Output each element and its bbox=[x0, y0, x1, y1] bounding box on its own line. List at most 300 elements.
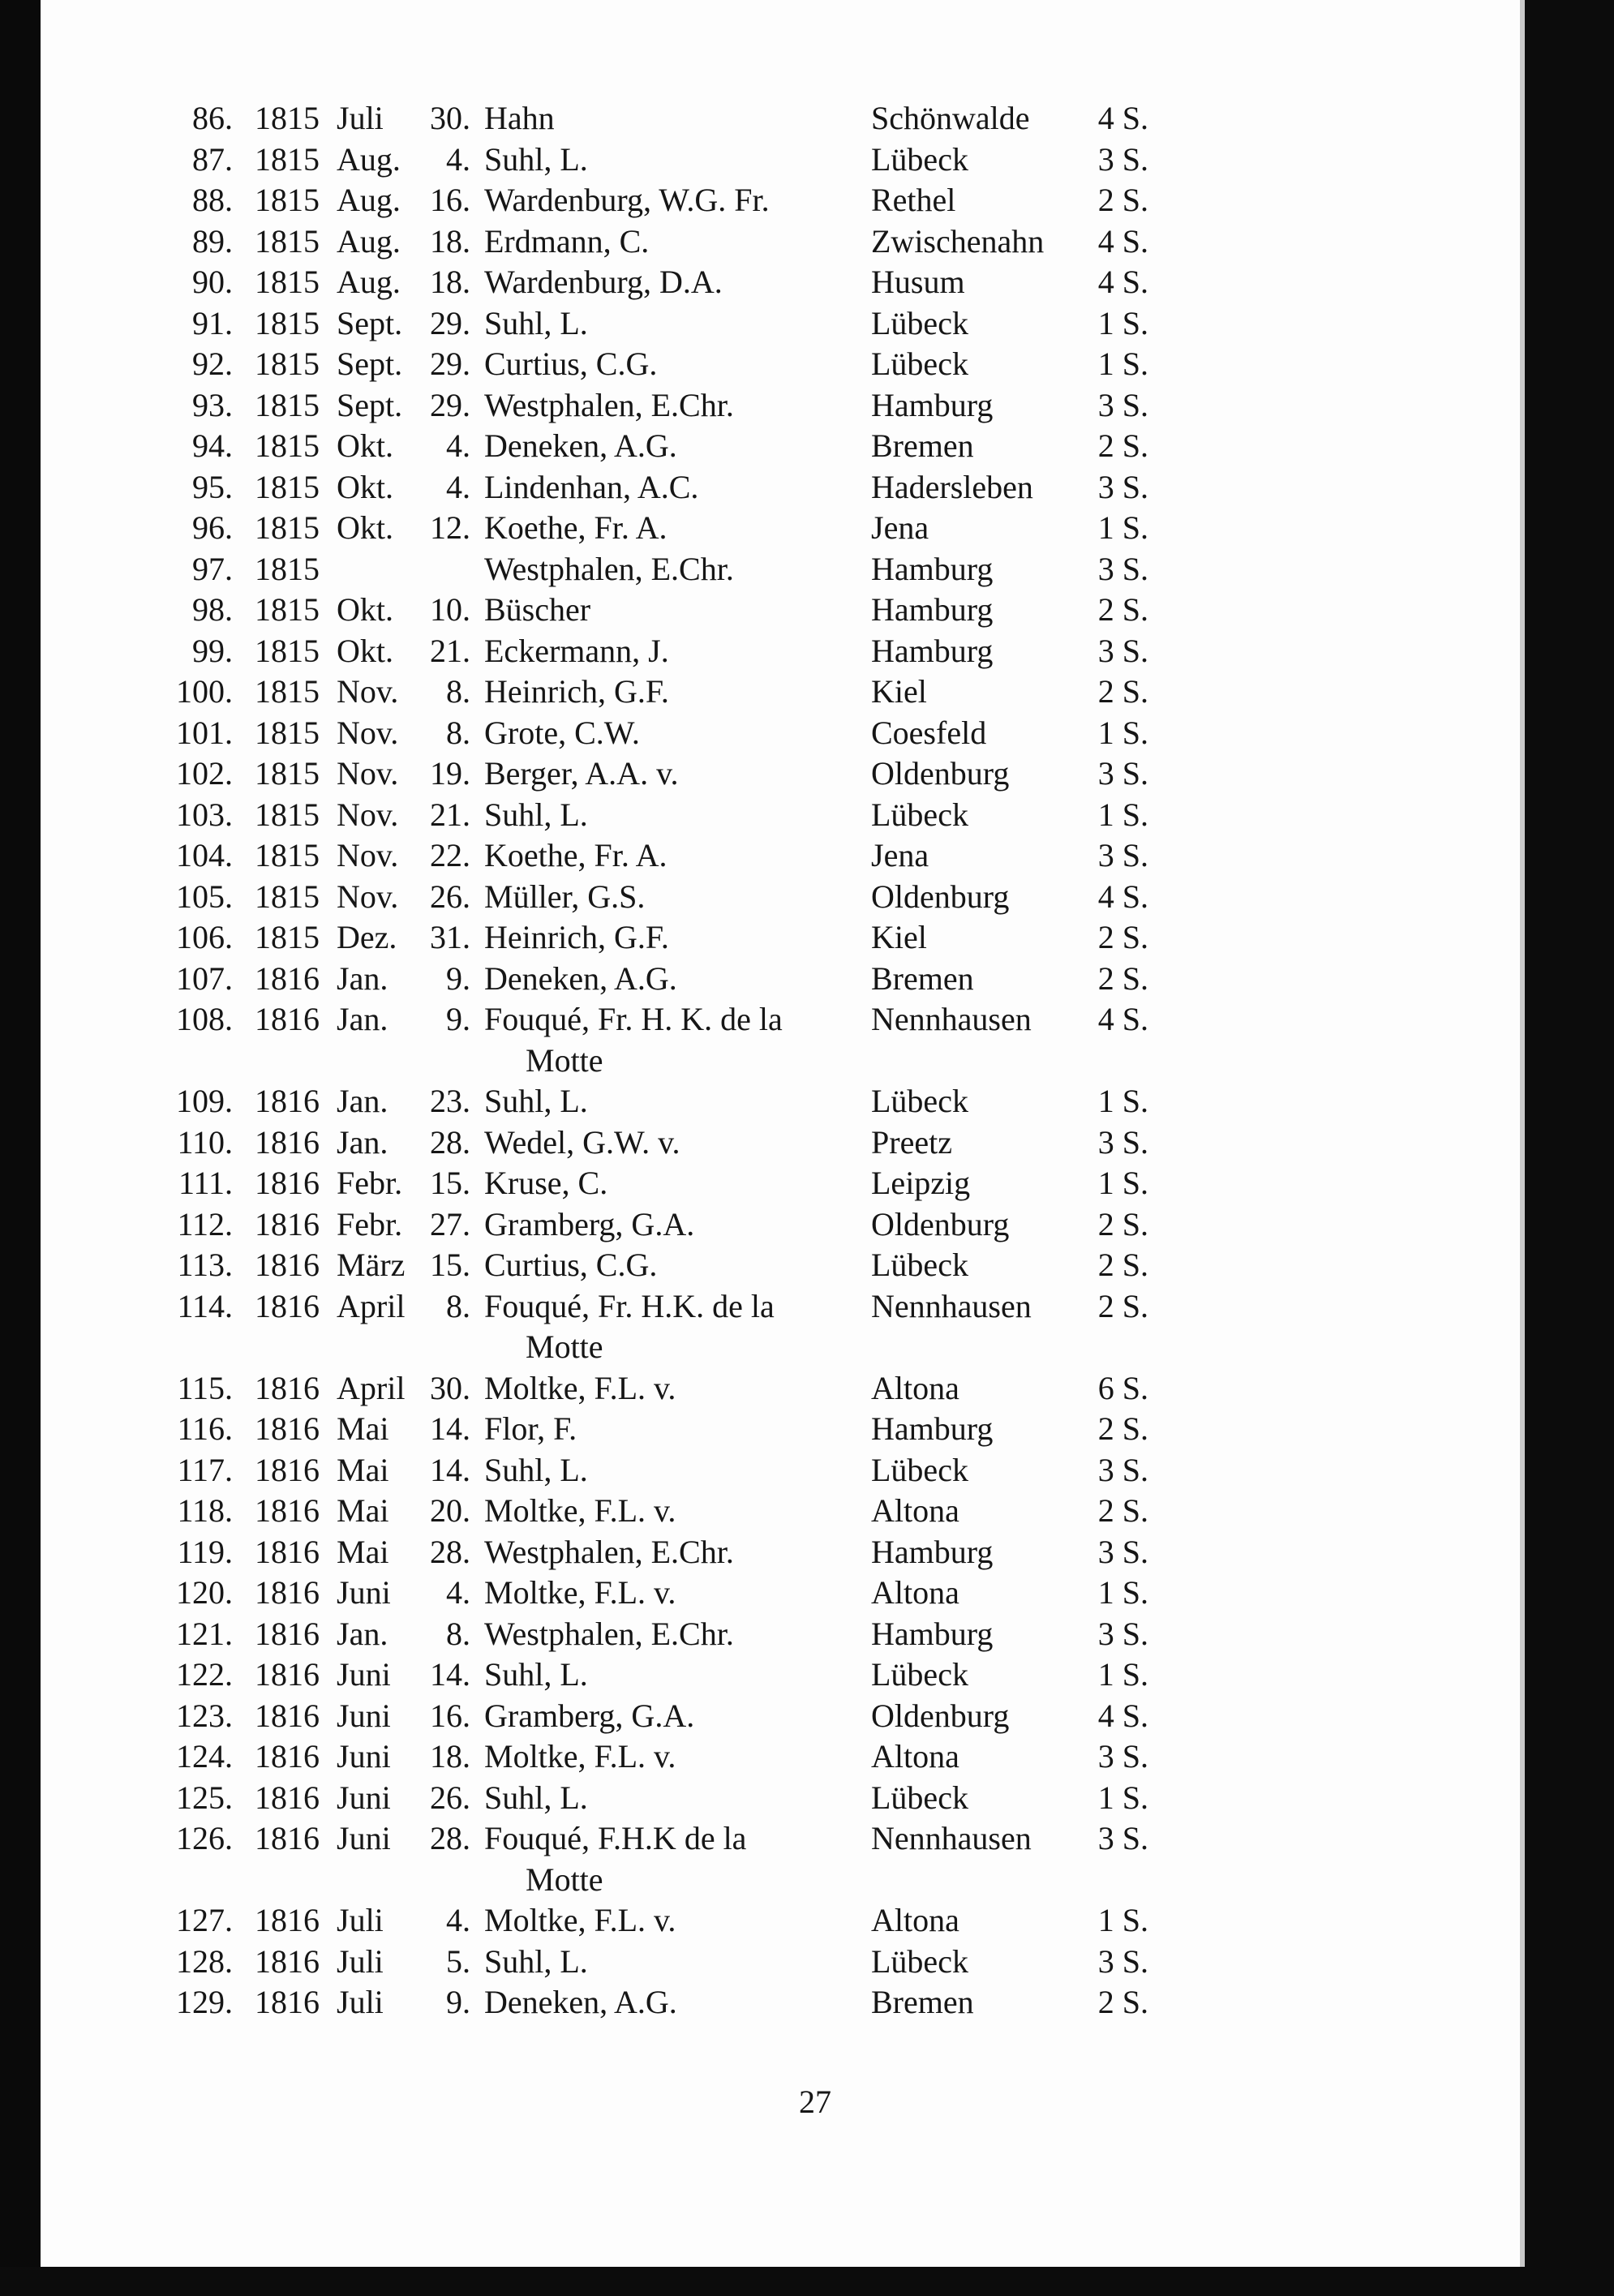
entry-day: 26. bbox=[430, 1779, 470, 1816]
entry-size: 1 S. bbox=[1097, 796, 1148, 833]
entry-num: 117. bbox=[177, 1452, 233, 1488]
entry-place: Hamburg bbox=[871, 591, 994, 628]
entry-place: Kiel bbox=[871, 673, 927, 710]
entry-day: 4. bbox=[446, 1902, 470, 1938]
list-item bbox=[0, 508, 1614, 548]
entry-name: Westphalen, E.Chr. bbox=[484, 551, 734, 587]
entry-num: 124. bbox=[176, 1738, 233, 1775]
entry-place: Nennhausen bbox=[871, 1820, 1032, 1856]
list-item bbox=[0, 1573, 1614, 1613]
entry-place: Lübeck bbox=[871, 796, 968, 833]
entry-year: 1816 bbox=[255, 1124, 320, 1161]
list-item bbox=[0, 877, 1614, 917]
entry-size: 3 S. bbox=[1097, 1452, 1148, 1488]
entry-year: 1816 bbox=[255, 1247, 320, 1283]
entry-place: Altona bbox=[871, 1370, 959, 1406]
entry-place: Oldenburg bbox=[871, 1206, 1010, 1242]
entry-year: 1815 bbox=[255, 796, 320, 833]
entry-name: Gramberg, G.A. bbox=[484, 1206, 695, 1242]
entry-num: 100. bbox=[176, 673, 233, 710]
entry-name: Eckermann, J. bbox=[484, 633, 669, 669]
entry-year: 1815 bbox=[255, 509, 320, 546]
entry-size: 2 S. bbox=[1097, 1247, 1148, 1283]
entry-month: Nov. bbox=[337, 755, 399, 792]
list-item bbox=[0, 221, 1614, 262]
entry-month: Okt. bbox=[337, 633, 393, 669]
list-item bbox=[0, 1450, 1614, 1491]
entry-year: 1815 bbox=[255, 427, 320, 464]
entry-place: Lübeck bbox=[871, 1452, 968, 1488]
entry-size: 2 S. bbox=[1097, 1984, 1148, 2020]
entry-place: Leipzig bbox=[871, 1165, 971, 1201]
entry-year: 1815 bbox=[255, 878, 320, 915]
entry-name: Kruse, C. bbox=[484, 1165, 608, 1201]
entry-month: Mai bbox=[337, 1452, 389, 1488]
entry-place: Hamburg bbox=[871, 551, 994, 587]
entry-num: 95. bbox=[192, 469, 233, 505]
entry-size: 1 S. bbox=[1097, 1083, 1148, 1119]
entry-year: 1815 bbox=[255, 345, 320, 382]
entry-size: 2 S. bbox=[1097, 591, 1148, 628]
entry-size: 4 S. bbox=[1097, 1001, 1148, 1037]
entry-size: 1 S. bbox=[1097, 1574, 1148, 1611]
entry-size: 3 S. bbox=[1097, 1738, 1148, 1775]
entry-size: 1 S. bbox=[1097, 1902, 1148, 1938]
list-item bbox=[0, 344, 1614, 384]
entry-place: Coesfeld bbox=[871, 715, 987, 751]
entry-name: Grote, C.W. bbox=[484, 715, 640, 751]
entry-day: 19. bbox=[430, 755, 470, 792]
entry-place: Schönwalde bbox=[871, 100, 1030, 136]
entry-month: Juni bbox=[337, 1574, 391, 1611]
entry-year: 1815 bbox=[255, 919, 320, 955]
list-item bbox=[0, 1204, 1614, 1245]
entry-month: Nov. bbox=[337, 715, 399, 751]
entry-size: 1 S. bbox=[1097, 1779, 1148, 1816]
entry-day: 29. bbox=[430, 305, 470, 341]
entry-day: 23. bbox=[430, 1083, 470, 1119]
entry-day: 10. bbox=[430, 591, 470, 628]
list-item bbox=[0, 917, 1614, 958]
entry-name: Moltke, F.L. v. bbox=[484, 1574, 676, 1611]
entry-size: 2 S. bbox=[1097, 1288, 1148, 1324]
entry-day: 4. bbox=[446, 141, 470, 178]
entry-place: Oldenburg bbox=[871, 755, 1010, 792]
entry-name: Heinrich, G.F. bbox=[484, 919, 669, 955]
entry-day: 9. bbox=[446, 1984, 470, 2020]
list-item bbox=[0, 303, 1614, 344]
entry-num: 91. bbox=[192, 305, 233, 341]
entry-num: 115. bbox=[177, 1370, 233, 1406]
entry-num: 112. bbox=[177, 1206, 233, 1242]
entry-num: 88. bbox=[192, 182, 233, 218]
list-item bbox=[0, 98, 1614, 139]
entry-month: Juni bbox=[337, 1779, 391, 1816]
list-item bbox=[0, 1982, 1614, 2023]
entry-num: 106. bbox=[176, 919, 233, 955]
list-item bbox=[0, 1368, 1614, 1409]
entry-num: 99. bbox=[192, 633, 233, 669]
entry-day: 9. bbox=[446, 960, 470, 997]
entry-size: 1 S. bbox=[1097, 715, 1148, 751]
list-item bbox=[0, 672, 1614, 712]
entry-size: 4 S. bbox=[1097, 1697, 1148, 1734]
entry-size: 4 S. bbox=[1097, 100, 1148, 136]
entry-num: 87. bbox=[192, 141, 233, 178]
list-item bbox=[0, 549, 1614, 590]
entry-size: 3 S. bbox=[1097, 1616, 1148, 1652]
entry-year: 1816 bbox=[255, 1410, 320, 1447]
entry-name: Fouqué, F.H.K de la bbox=[484, 1820, 747, 1856]
entry-day: 28. bbox=[430, 1534, 470, 1570]
entry-month: Nov. bbox=[337, 796, 399, 833]
entry-name-continuation: Motte bbox=[526, 1328, 603, 1365]
entry-year: 1815 bbox=[255, 715, 320, 751]
entry-size: 1 S. bbox=[1097, 1165, 1148, 1201]
entry-year: 1816 bbox=[255, 1820, 320, 1856]
entry-name: Westphalen, E.Chr. bbox=[484, 387, 734, 423]
entry-day: 18. bbox=[430, 223, 470, 260]
entry-place: Lübeck bbox=[871, 1083, 968, 1119]
entry-place: Bremen bbox=[871, 960, 974, 997]
entry-name: Suhl, L. bbox=[484, 1943, 588, 1980]
entry-month: Okt. bbox=[337, 509, 393, 546]
list-item bbox=[0, 385, 1614, 426]
entry-month: Juni bbox=[337, 1697, 391, 1734]
entry-year: 1816 bbox=[255, 1656, 320, 1693]
entry-name: Wardenburg, D.A. bbox=[484, 264, 723, 300]
entry-day: 14. bbox=[430, 1656, 470, 1693]
entry-num: 128. bbox=[176, 1943, 233, 1980]
entry-day: 30. bbox=[430, 1370, 470, 1406]
entry-year: 1816 bbox=[255, 1902, 320, 1938]
entry-place: Hamburg bbox=[871, 633, 994, 669]
entry-name: Deneken, A.G. bbox=[484, 1984, 677, 2020]
entry-size: 3 S. bbox=[1097, 633, 1148, 669]
entry-name: Wedel, G.W. v. bbox=[484, 1124, 680, 1161]
entry-place: Husum bbox=[871, 264, 965, 300]
entry-day: 14. bbox=[430, 1410, 470, 1447]
entry-year: 1816 bbox=[255, 1288, 320, 1324]
entry-size: 1 S. bbox=[1097, 305, 1148, 341]
entry-num: 93. bbox=[192, 387, 233, 423]
entry-month: Aug. bbox=[337, 264, 401, 300]
entry-day: 29. bbox=[430, 345, 470, 382]
entry-month: Juni bbox=[337, 1656, 391, 1693]
entry-year: 1815 bbox=[255, 264, 320, 300]
entry-num: 121. bbox=[176, 1616, 233, 1652]
list-item bbox=[0, 753, 1614, 794]
entry-month: Juni bbox=[337, 1738, 391, 1775]
entry-num: 126. bbox=[176, 1820, 233, 1856]
entry-num: 116. bbox=[177, 1410, 233, 1447]
entry-num: 122. bbox=[176, 1656, 233, 1693]
entry-name: Suhl, L. bbox=[484, 1779, 588, 1816]
list-item bbox=[0, 1736, 1614, 1777]
entry-year: 1815 bbox=[255, 141, 320, 178]
list-item bbox=[0, 959, 1614, 999]
entry-place: Lübeck bbox=[871, 1656, 968, 1693]
entry-name: Moltke, F.L. v. bbox=[484, 1370, 676, 1406]
entry-year: 1816 bbox=[255, 1001, 320, 1037]
entry-day: 31. bbox=[430, 919, 470, 955]
entry-year: 1815 bbox=[255, 469, 320, 505]
entry-year: 1816 bbox=[255, 1574, 320, 1611]
entry-size: 3 S. bbox=[1097, 1124, 1148, 1161]
entry-place: Altona bbox=[871, 1492, 959, 1529]
entry-num: 108. bbox=[176, 1001, 233, 1037]
entry-place: Bremen bbox=[871, 427, 974, 464]
list-item bbox=[0, 713, 1614, 753]
entry-size: 1 S. bbox=[1097, 509, 1148, 546]
entry-year: 1815 bbox=[255, 223, 320, 260]
entry-month: April bbox=[337, 1370, 406, 1406]
entry-num: 103. bbox=[176, 796, 233, 833]
entry-month: Okt. bbox=[337, 591, 393, 628]
list-item bbox=[0, 1696, 1614, 1736]
entry-day: 8. bbox=[446, 673, 470, 710]
entry-name: Deneken, A.G. bbox=[484, 427, 677, 464]
entry-name: Koethe, Fr. A. bbox=[484, 509, 667, 546]
entry-month: Mai bbox=[337, 1492, 389, 1529]
entry-month: Juni bbox=[337, 1820, 391, 1856]
entry-name: Suhl, L. bbox=[484, 305, 588, 341]
entry-name: Suhl, L. bbox=[484, 1656, 588, 1693]
entry-month: Jan. bbox=[337, 1124, 388, 1161]
entry-num: 118. bbox=[177, 1492, 233, 1529]
entry-place: Hamburg bbox=[871, 1410, 994, 1447]
list-item-continuation bbox=[0, 1041, 1614, 1081]
list-item bbox=[0, 262, 1614, 303]
entry-year: 1815 bbox=[255, 305, 320, 341]
entry-name: Flor, F. bbox=[484, 1410, 577, 1447]
list-item-continuation bbox=[0, 1860, 1614, 1900]
list-item bbox=[0, 1818, 1614, 1859]
entry-name: Westphalen, E.Chr. bbox=[484, 1616, 734, 1652]
entry-num: 123. bbox=[176, 1697, 233, 1734]
entry-name: Moltke, F.L. v. bbox=[484, 1738, 676, 1775]
entry-place: Altona bbox=[871, 1574, 959, 1611]
entry-year: 1816 bbox=[255, 1984, 320, 2020]
entry-place: Lübeck bbox=[871, 1779, 968, 1816]
entry-day: 4. bbox=[446, 427, 470, 464]
entry-day: 28. bbox=[430, 1124, 470, 1161]
entry-name: Hahn bbox=[484, 100, 555, 136]
entry-size: 2 S. bbox=[1097, 182, 1148, 218]
entry-size: 2 S. bbox=[1097, 1410, 1148, 1447]
entry-year: 1816 bbox=[255, 1779, 320, 1816]
entry-size: 3 S. bbox=[1097, 755, 1148, 792]
entry-place: Kiel bbox=[871, 919, 927, 955]
entry-size: 3 S. bbox=[1097, 141, 1148, 178]
entry-num: 107. bbox=[176, 960, 233, 997]
entry-year: 1816 bbox=[255, 1083, 320, 1119]
entry-name: Curtius, C.G. bbox=[484, 1247, 658, 1283]
entry-year: 1815 bbox=[255, 551, 320, 587]
entry-size: 4 S. bbox=[1097, 223, 1148, 260]
entry-num: 86. bbox=[192, 100, 233, 136]
entry-place: Lübeck bbox=[871, 141, 968, 178]
entry-year: 1816 bbox=[255, 1534, 320, 1570]
entry-year: 1816 bbox=[255, 1206, 320, 1242]
entry-name: Moltke, F.L. v. bbox=[484, 1902, 676, 1938]
entry-name: Gramberg, G.A. bbox=[484, 1697, 695, 1734]
list-item bbox=[0, 1409, 1614, 1449]
entry-place: Rethel bbox=[871, 182, 956, 218]
entry-month: Juli bbox=[337, 100, 384, 136]
entry-num: 120. bbox=[176, 1574, 233, 1611]
list-item bbox=[0, 180, 1614, 221]
entry-place: Oldenburg bbox=[871, 1697, 1010, 1734]
entry-num: 90. bbox=[192, 264, 233, 300]
list-item bbox=[0, 1942, 1614, 1982]
entry-year: 1815 bbox=[255, 837, 320, 873]
entry-year: 1816 bbox=[255, 1738, 320, 1775]
entry-name: Fouqué, Fr. H. K. de la bbox=[484, 1001, 783, 1037]
list-item bbox=[0, 1532, 1614, 1573]
entry-day: 30. bbox=[430, 100, 470, 136]
list-item bbox=[0, 631, 1614, 672]
entry-size: 3 S. bbox=[1097, 837, 1148, 873]
list-item bbox=[0, 1286, 1614, 1327]
entry-size: 1 S. bbox=[1097, 1656, 1148, 1693]
entry-place: Hamburg bbox=[871, 1534, 994, 1570]
list-item bbox=[0, 139, 1614, 180]
entry-year: 1815 bbox=[255, 387, 320, 423]
entry-num: 114. bbox=[177, 1288, 233, 1324]
entry-month: Aug. bbox=[337, 182, 401, 218]
list-item bbox=[0, 999, 1614, 1040]
entry-day: 18. bbox=[430, 264, 470, 300]
entry-month: Jan. bbox=[337, 1001, 388, 1037]
entry-name: Suhl, L. bbox=[484, 796, 588, 833]
entry-size: 6 S. bbox=[1097, 1370, 1148, 1406]
entry-name: Westphalen, E.Chr. bbox=[484, 1534, 734, 1570]
entry-month: Mai bbox=[337, 1410, 389, 1447]
list-item bbox=[0, 1654, 1614, 1695]
entry-day: 8. bbox=[446, 715, 470, 751]
entry-num: 125. bbox=[176, 1779, 233, 1816]
entry-place: Hadersleben bbox=[871, 469, 1033, 505]
entry-size: 3 S. bbox=[1097, 551, 1148, 587]
entry-num: 129. bbox=[176, 1984, 233, 2020]
entry-place: Zwischenahn bbox=[871, 223, 1045, 260]
entry-num: 94. bbox=[192, 427, 233, 464]
entry-place: Hamburg bbox=[871, 1616, 994, 1652]
entry-place: Jena bbox=[871, 509, 929, 546]
entry-place: Hamburg bbox=[871, 387, 994, 423]
list-item bbox=[0, 1491, 1614, 1531]
entry-num: 104. bbox=[176, 837, 233, 873]
list-item bbox=[0, 1081, 1614, 1122]
page-number: 27 bbox=[799, 2084, 831, 2120]
entry-day: 16. bbox=[430, 182, 470, 218]
entry-day: 18. bbox=[430, 1738, 470, 1775]
entry-num: 89. bbox=[192, 223, 233, 260]
entry-day: 8. bbox=[446, 1288, 470, 1324]
entry-num: 102. bbox=[176, 755, 233, 792]
entry-month: Sept. bbox=[337, 305, 403, 341]
entry-size: 2 S. bbox=[1097, 427, 1148, 464]
entry-name: Deneken, A.G. bbox=[484, 960, 677, 997]
entry-year: 1815 bbox=[255, 182, 320, 218]
entry-num: 96. bbox=[192, 509, 233, 546]
entry-month: Juli bbox=[337, 1902, 384, 1938]
entry-size: 3 S. bbox=[1097, 387, 1148, 423]
entry-day: 27. bbox=[430, 1206, 470, 1242]
entry-name: Suhl, L. bbox=[484, 141, 588, 178]
entry-name-continuation: Motte bbox=[526, 1861, 603, 1898]
entry-num: 113. bbox=[177, 1247, 233, 1283]
entry-name-continuation: Motte bbox=[526, 1042, 603, 1079]
entry-num: 98. bbox=[192, 591, 233, 628]
entry-day: 4. bbox=[446, 1574, 470, 1611]
entry-month: Nov. bbox=[337, 837, 399, 873]
entry-month: Nov. bbox=[337, 878, 399, 915]
entry-size: 4 S. bbox=[1097, 264, 1148, 300]
entry-name: Koethe, Fr. A. bbox=[484, 837, 667, 873]
entry-day: 16. bbox=[430, 1697, 470, 1734]
list-item bbox=[0, 795, 1614, 835]
entry-day: 15. bbox=[430, 1165, 470, 1201]
entry-year: 1816 bbox=[255, 1697, 320, 1734]
entry-month: Okt. bbox=[337, 469, 393, 505]
entry-num: 110. bbox=[177, 1124, 233, 1161]
entry-year: 1816 bbox=[255, 1943, 320, 1980]
entry-place: Lübeck bbox=[871, 345, 968, 382]
entry-day: 26. bbox=[430, 878, 470, 915]
entry-size: 2 S. bbox=[1097, 919, 1148, 955]
entry-day: 28. bbox=[430, 1820, 470, 1856]
entry-month: Juli bbox=[337, 1984, 384, 2020]
entry-month: Jan. bbox=[337, 1616, 388, 1652]
entry-name: Moltke, F.L. v. bbox=[484, 1492, 676, 1529]
entry-size: 3 S. bbox=[1097, 1943, 1148, 1980]
entry-day: 29. bbox=[430, 387, 470, 423]
entry-num: 127. bbox=[176, 1902, 233, 1938]
list-item bbox=[0, 1614, 1614, 1654]
entry-num: 97. bbox=[192, 551, 233, 587]
entry-place: Lübeck bbox=[871, 305, 968, 341]
list-item bbox=[0, 1122, 1614, 1163]
entry-size: 2 S. bbox=[1097, 673, 1148, 710]
entry-place: Altona bbox=[871, 1902, 959, 1938]
entry-day: 12. bbox=[430, 509, 470, 546]
entry-name: Lindenhan, A.C. bbox=[484, 469, 699, 505]
entry-name: Erdmann, C. bbox=[484, 223, 650, 260]
scan-background-bottom bbox=[0, 2267, 1614, 2296]
entry-month: Sept. bbox=[337, 345, 403, 382]
entry-day: 9. bbox=[446, 1001, 470, 1037]
entry-month: Mai bbox=[337, 1534, 389, 1570]
entry-year: 1816 bbox=[255, 1165, 320, 1201]
list-item bbox=[0, 1245, 1614, 1285]
entry-name: Müller, G.S. bbox=[484, 878, 646, 915]
entry-size: 3 S. bbox=[1097, 1820, 1148, 1856]
entry-year: 1815 bbox=[255, 591, 320, 628]
entry-year: 1815 bbox=[255, 755, 320, 792]
entry-month: Jan. bbox=[337, 960, 388, 997]
entry-year: 1815 bbox=[255, 673, 320, 710]
entry-year: 1816 bbox=[255, 1492, 320, 1529]
entry-year: 1816 bbox=[255, 1616, 320, 1652]
entry-month: Okt. bbox=[337, 427, 393, 464]
entry-place: Bremen bbox=[871, 1984, 974, 2020]
entry-day: 21. bbox=[430, 633, 470, 669]
entry-num: 111. bbox=[178, 1165, 233, 1201]
entry-name: Heinrich, G.F. bbox=[484, 673, 669, 710]
entry-day: 8. bbox=[446, 1616, 470, 1652]
